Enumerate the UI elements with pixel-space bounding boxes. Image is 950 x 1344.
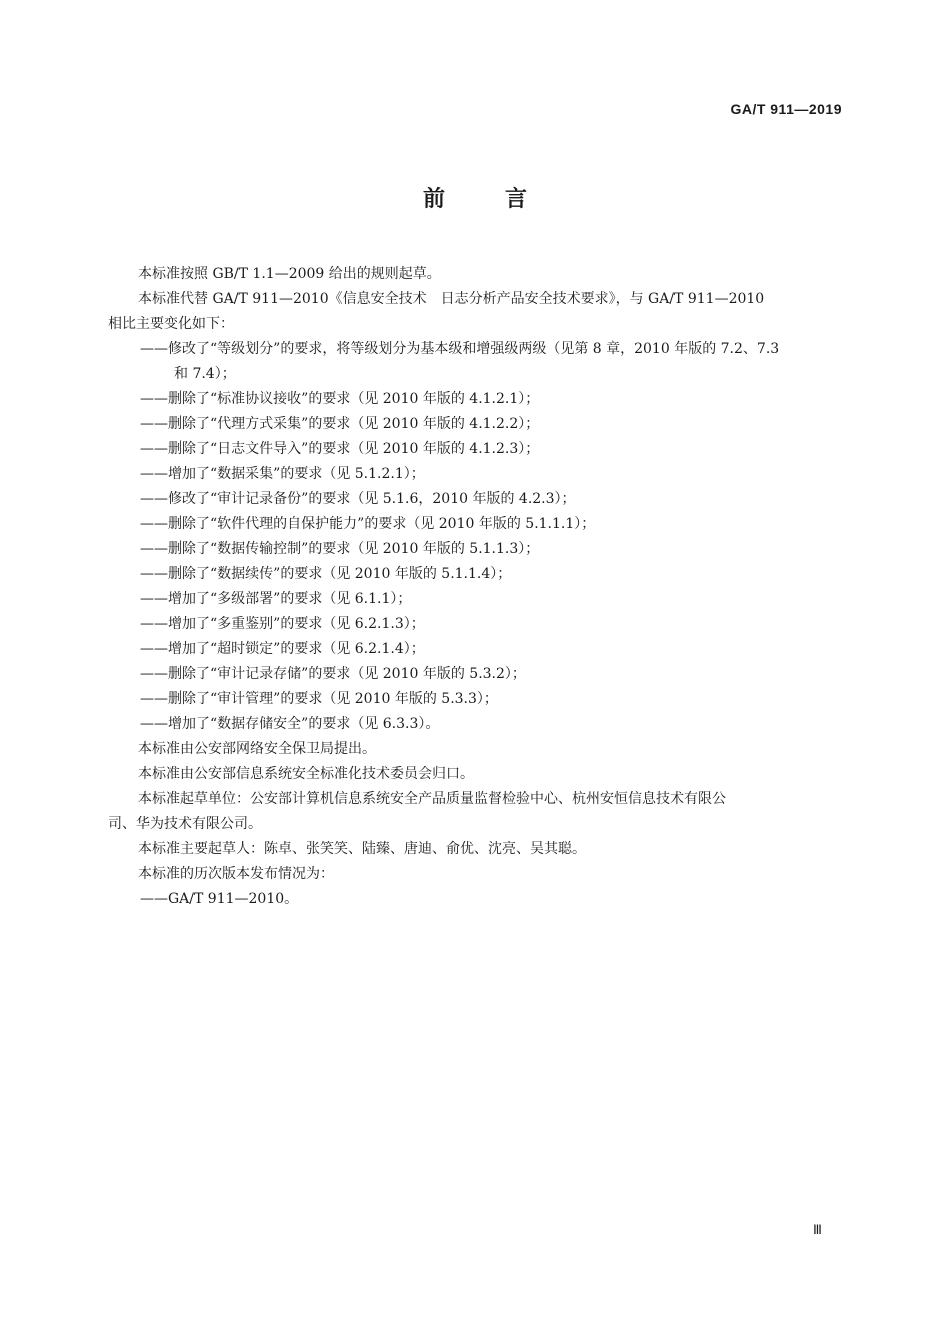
list-item: ——删除了“数据传输控制”的要求（见 2010 年版的 5.1.1.3）；	[140, 541, 540, 557]
paragraph: 本标准的历次版本发布情况为：	[138, 866, 334, 882]
paragraph: 本标准主要起草人：陈卓、张笑笑、陆臻、唐迪、俞优、沈亮、吴其聪。	[138, 841, 586, 857]
standard-code: GA/T 911—2019	[730, 101, 842, 117]
list-item: ——修改了“审计记录备份”的要求（见 5.1.6，2010 年版的 4.2.3）；	[140, 491, 576, 507]
list-item: ——增加了“数据存储安全”的要求（见 6.3.3）。	[140, 716, 440, 732]
list-item: ——GA/T 911—2010。	[140, 891, 299, 907]
list-item-continuation: 和 7.4）；	[174, 366, 236, 382]
list-item: ——删除了“代理方式采集”的要求（见 2010 年版的 4.1.2.2）；	[140, 416, 540, 432]
list-item: ——删除了“软件代理的自保护能力”的要求（见 2010 年版的 5.1.1.1）；	[140, 516, 596, 532]
page-title	[0, 182, 950, 213]
page-number: Ⅲ	[813, 1222, 822, 1237]
paragraph-continuation: 相比主要变化如下：	[108, 316, 234, 332]
list-item: ——增加了“数据采集”的要求（见 5.1.2.1）；	[140, 466, 425, 482]
title-char-1: 前	[422, 187, 445, 212]
list-item: ——修改了“等级划分”的要求，将等级划分为基本级和增强级两级（见第 8 章，2010 年版的 7.2、7.3	[140, 341, 780, 357]
foreword-body	[108, 262, 844, 912]
paragraph: 本标准按照 GB/T 1.1—2009 给出的规则起草。	[138, 266, 441, 282]
paragraph: 本标准由公安部信息系统安全标准化技术委员会归口。	[138, 766, 474, 782]
list-item: ——删除了“标准协议接收”的要求（见 2010 年版的 4.1.2.1）；	[140, 391, 540, 407]
list-item: ——删除了“日志文件导入”的要求（见 2010 年版的 4.1.2.3）；	[140, 441, 540, 457]
list-item: ——增加了“超时锁定”的要求（见 6.2.1.4）；	[140, 641, 425, 657]
list-item: ——删除了“数据续传”的要求（见 2010 年版的 5.1.1.4）；	[140, 566, 512, 582]
paragraph: 本标准起草单位：公安部计算机信息系统安全产品质量监督检验中心、杭州安恒信息技术有限公	[138, 791, 726, 807]
list-item: ——删除了“审计管理”的要求（见 2010 年版的 5.3.3）；	[140, 691, 498, 707]
list-item: ——增加了“多级部署”的要求（见 6.1.1）；	[140, 591, 412, 607]
list-item: ——删除了“审计记录存储”的要求（见 2010 年版的 5.3.2）；	[140, 666, 526, 682]
list-item: ——增加了“多重鉴别”的要求（见 6.2.1.3）；	[140, 616, 425, 632]
paragraph: 本标准代替 GA/T 911—2010《信息安全技术 日志分析产品安全技术要求》，与 GA/T 911—2010	[138, 291, 765, 307]
paragraph: 本标准由公安部网络安全保卫局提出。	[138, 741, 376, 757]
paragraph-continuation: 司、华为技术有限公司。	[108, 816, 262, 832]
title-char-2: 言	[505, 187, 528, 212]
